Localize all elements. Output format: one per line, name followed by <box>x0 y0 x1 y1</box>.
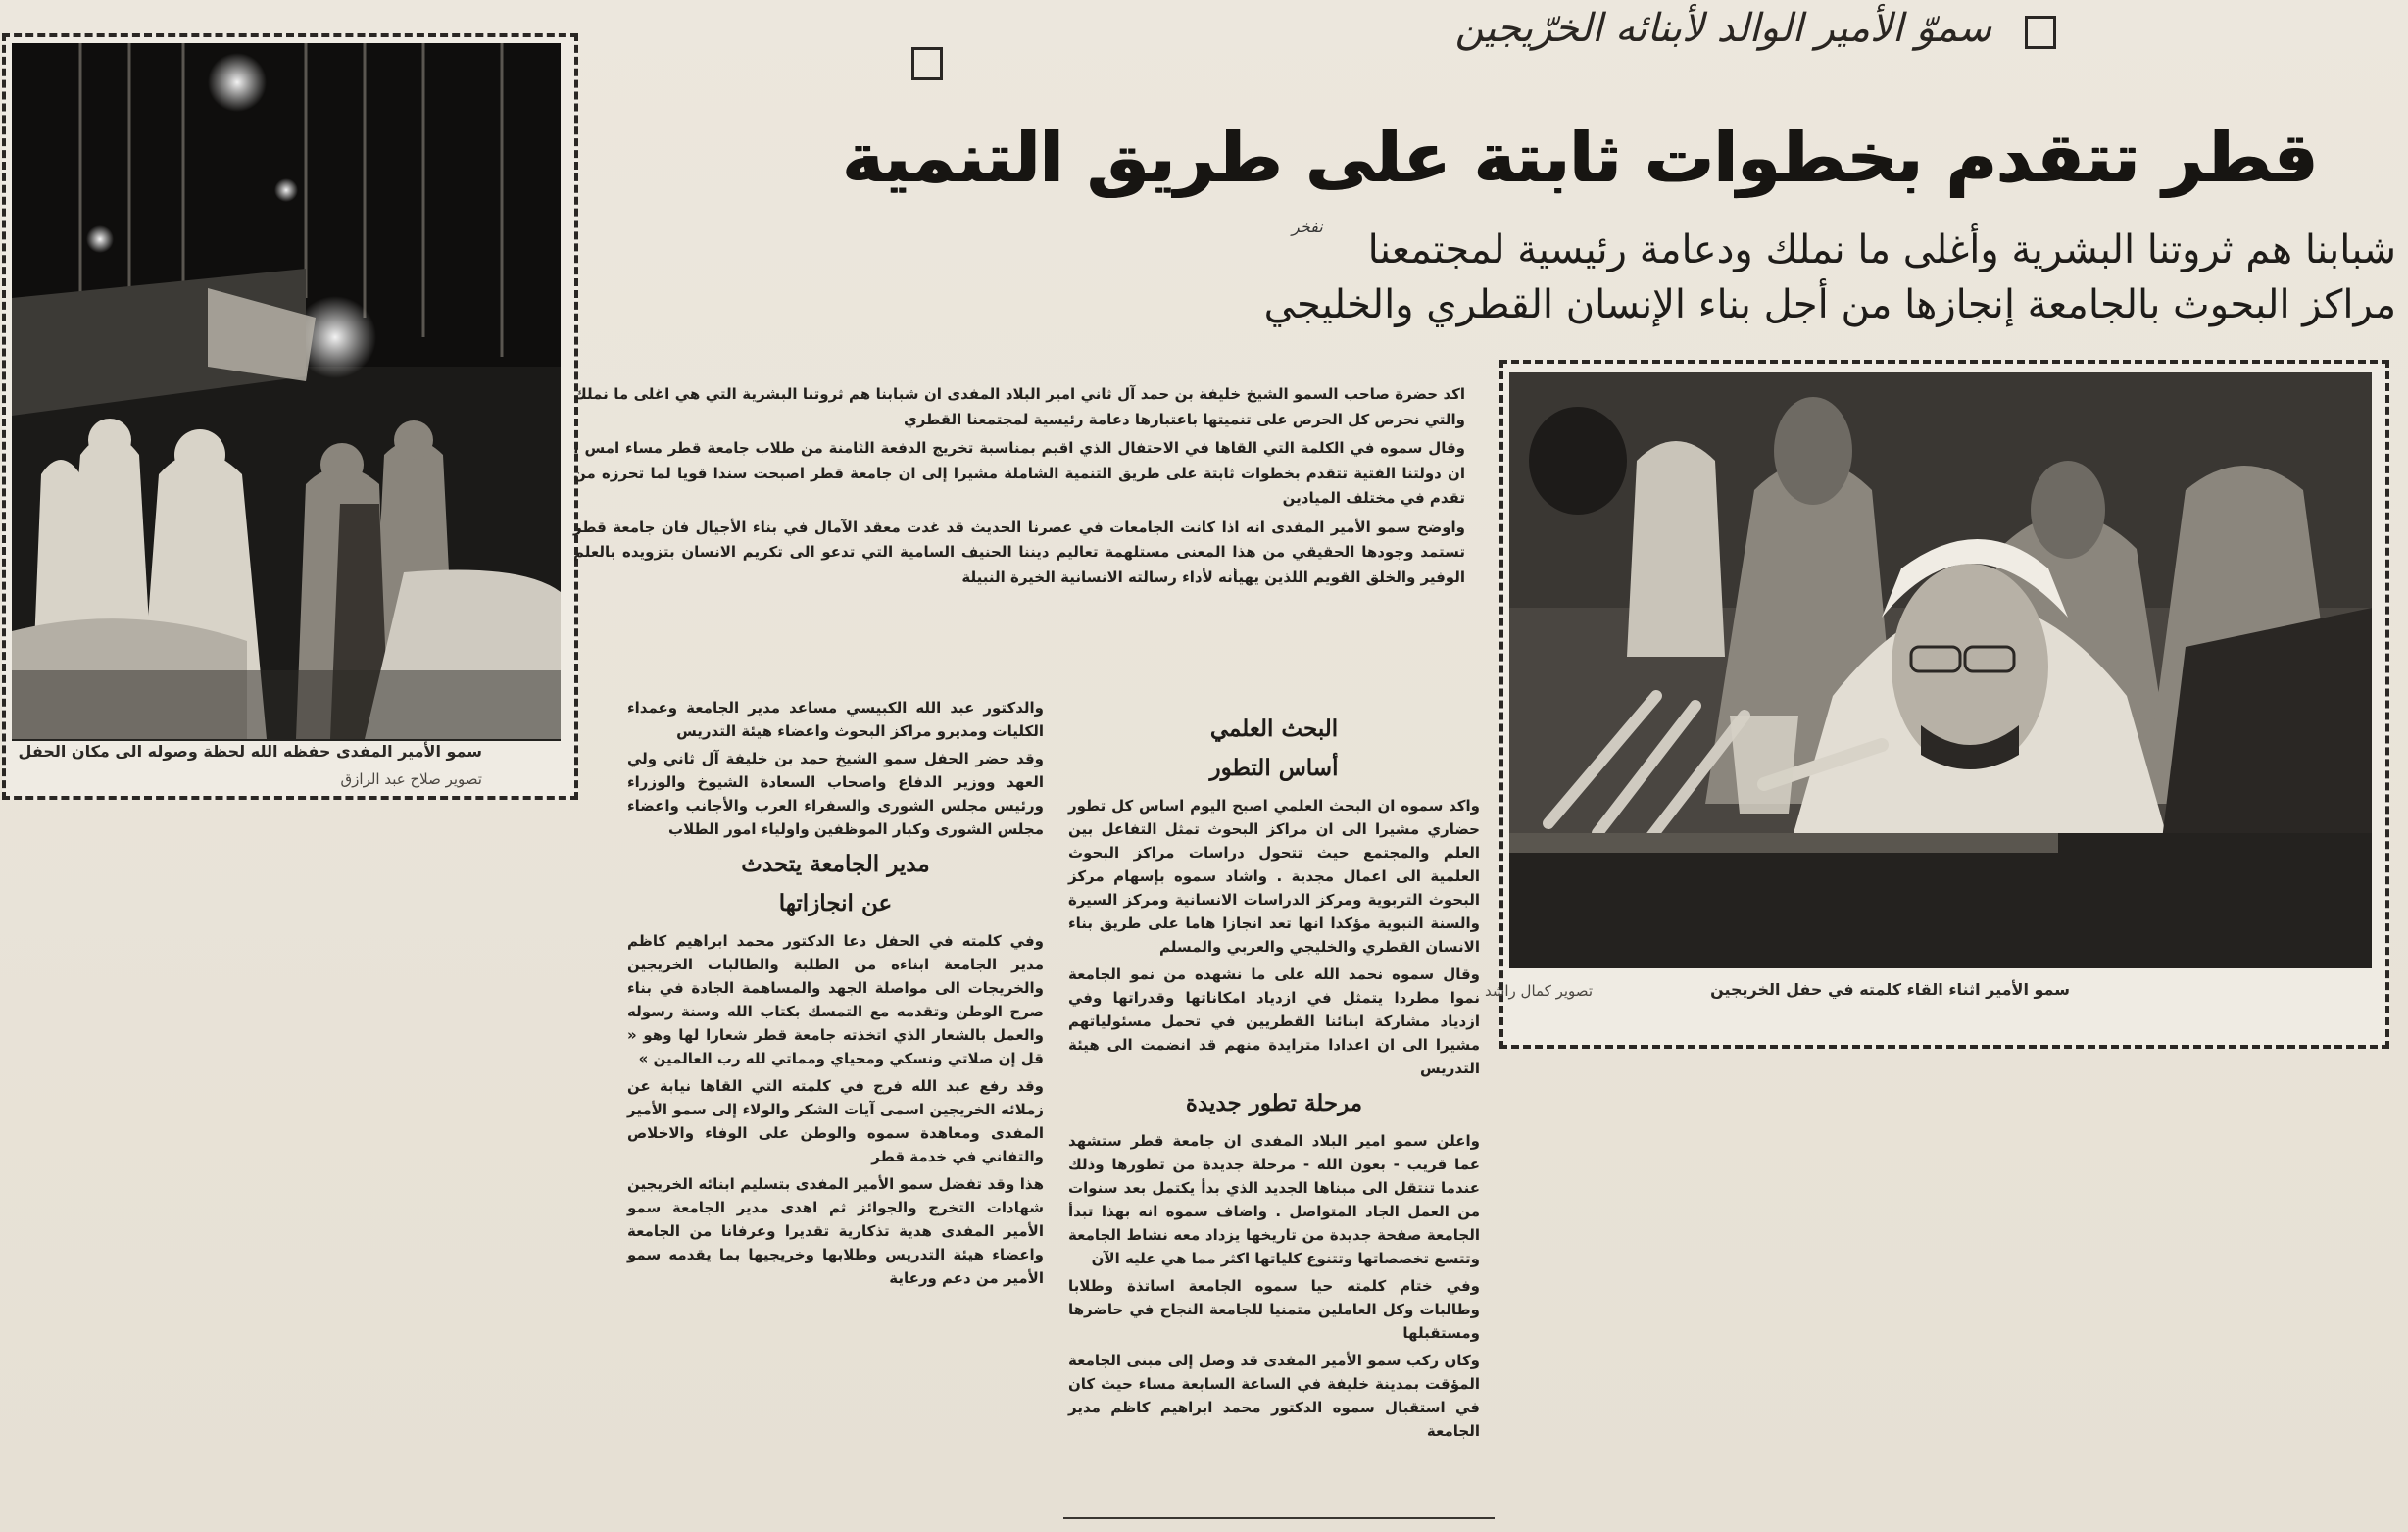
main-headline: قطر تتقدم بخطوات ثابتة على طريق التنمية <box>842 118 2318 198</box>
arrival-photo <box>12 43 561 741</box>
middle-subheading-line-1: البحث العلمي <box>1209 716 1339 742</box>
middle-subheading-line-2: أساس التطور <box>1209 755 1339 781</box>
intro-paragraph: وقال سموه في الكلمة التي القاها في الاحتفال الذي اقيم بمناسبة تخريج الدفعة الثامنة من طلاب جامعة قطر مساء امس ، ان دولتنا الفتية تتقدم بخطوات ثابتة على طريق التنمية الشاملة مشيرا إلى ان جامعة قطر اصبحت سندا قويا لما تحرزه من تقدم في مختلف الميادين <box>573 439 1465 507</box>
middle-lower-column <box>1068 706 1480 1447</box>
left-paragraph: وقد حضر الحفل سمو الشيخ حمد بن خليفة آل ثاني ولي العهد ووزير الدفاع واصحاب السعادة الشيوخ والوزراء ورئيس مجلس الشورى والسفراء العرب والأجانب واعضاء مجلس الشورى وكبار الموظفين واولياء امور الطلاب <box>627 750 1044 838</box>
middle-paragraph: واعلن سمو امير البلاد المفدى ان جامعة قطر ستشهد عما قريب - بعون الله - مرحلة جديدة من تطورها وذلك عندما تنتقل الى مبناها الجديد الذي بدأ يكتمل بعد سنوات من العمل الجاد المتواصل . واضاف سموه انه بهذا تبدأ الجامعة صفحة جديدة من تاريخها يزداد معه نشاط الجامعة وتتسع تخصصاتها وتتنوع كلياتها اكثر مما هي عليه الآن <box>1068 1132 1480 1267</box>
left-paragraph: هذا وقد تفضل سمو الأمير المفدى بتسليم ابنائه الخريجين شهادات التخرج والجوائز ثم اهدى مدير الجامعة سمو الأمير المفدى هدية تذكارية تقديرا وعرفانا من الجامعة واعضاء هيئة التدريس وطلابها وخريجيها بما يقدمه سمو الأمير من دعم ورعاية <box>627 1175 1044 1287</box>
deck-line-1: شبابنا هم ثروتنا البشرية وأغلى ما نملك ودعامة رئيسية لمجتمعنا <box>1367 227 2396 272</box>
left-subheading-line-2: عن انجازاتها <box>778 890 893 916</box>
middle-subheading-2: مرحلة تطور جديدة <box>1185 1090 1363 1116</box>
right-photo-caption: سمو الأمير اثناء القاء كلمته في حفل الخريجين <box>1710 980 2070 999</box>
kicker-line: سموّ الأمير الوالد لأبنائه الخرّيجين <box>1454 6 1991 51</box>
right-photo-credit: تصوير كمال راشد <box>1484 982 1593 1000</box>
left-photo-credit: تصوير صلاح عبد الرازق <box>340 770 482 788</box>
deck-line-2: مراكز البحوث بالجامعة إنجازها من أجل بناء الإنسان القطري والخليجي <box>1263 282 2396 327</box>
deck-handwritten-note: نفخر <box>1292 218 1323 236</box>
intro-paragraph: واوضح سمو الأمير المفدى انه اذا كانت الجامعات في عصرنا الحديث قد غدت معقد الآمال في بناء الأجيال فان جامعة قطر تستمد وجودها الحقيقي من هذا المعنى مستلهمة تعاليم ديننا الحنيف السامية التي تدعو الى تكريم الانسان بتزويده بالعلم الوفير والخلق القويم اللذين يهيأنه لأداء رسالته الانسانية الخيرة النبيلة <box>573 518 1465 586</box>
left-paragraph: وفي كلمته في الحفل دعا الدكتور محمد ابراهيم كاظم مدير الجامعة ابناءه من الطلبة والطالبات الخريجين والخريجات الى مواصلة الجهد والمساهمة الجادة في بناء صرح الوطن وتقدمه مع التمسك بكتاب الله وسنة رسوله والعمل بالشعار الذي اتخذته جامعة قطر شعارا لها وهو « قل إن صلاتي ونسكي ومحياي ومماتي لله رب العالمين » <box>627 932 1044 1067</box>
speech-photo-image <box>1509 372 2372 968</box>
arrival-photo-image <box>12 43 561 741</box>
middle-paragraph: واكد سموه ان البحث العلمي اصبح اليوم اساس كل تطور حضاري مشيرا الى ان مراكز البحوث تمثل التفاعل بين العلم والمجتمع حيث تتحول دراسات مراكز البحوث العلمية الى اعمال مجدية . واشاد سموه بإسهام مركز البحوث التربوية ومركز الدراسات الانسانية ومركز السيرة والسنة النبوية مؤكدا انها تعد انجازا هاما على طريق بناء الانسان القطري والخليجي والعربي والمسلم <box>1068 797 1480 956</box>
left-paragraph: وقد رفع عبد الله فرج في كلمته التي القاها نيابة عن زملائه الخريجين اسمى آيات الشكر والولاء إلى سمو الأمير المفدى ومعاهدة سموه والوطن على الوفاء والاخلاص والتفاني في خدمة قطر <box>627 1077 1044 1165</box>
left-subheading-line-1: مدير الجامعة يتحدث <box>741 851 930 877</box>
left-photo-caption: سمو الأمير المفدى حفظه الله لحظة وصوله الى مكان الحفل <box>18 742 482 761</box>
article-end-rule <box>1063 1517 1495 1519</box>
middle-paragraph: وكان ركب سمو الأمير المفدى قد وصل إلى مبنى الجامعة المؤقت بمدينة خليفة في الساعة السابعة مساء حيث كان في استقبال سموه الدكتور محمد ابراهيم كاظم مدير الجامعة <box>1068 1352 1480 1440</box>
left-paragraph: والدكتور عبد الله الكبيسي مساعد مدير الجامعة وعمداء الكليات ومديرو مراكز البحوث واعضاء هيئة التدريس <box>627 699 1044 740</box>
middle-paragraph: وفي ختام كلمته حيا سموه الجامعة اساتذة وطلابا وطالبات وكل العاملين متمنيا للجامعة النجاح في حاضرها ومستقبلها <box>1068 1277 1480 1342</box>
kicker-box-right <box>2025 16 2056 49</box>
intro-paragraph: اكد حضرة صاحب السمو الشيخ خليفة بن حمد آل ثاني امير البلاد المفدى ان شبابنا هم ثروتنا البشرية التي هي اغلى ما نملك والتي نحرص كل الحرص على تنميتها باعتبارها دعامة رئيسية لمجتمعنا القطري <box>573 385 1465 428</box>
middle-paragraph: وقال سموه نحمد الله على ما نشهده من نمو الجامعة نموا مطردا يتمثل في ازدياد امكاناتها وقدراتها وفي ازدياد مشاركة ابنائنا القطريين في تحمل مسئولياتهم مشيرا الى ان اعدادا متزايدة منهم قد انضمت الى هيئة التدريس <box>1068 965 1480 1077</box>
intro-column <box>573 382 1465 594</box>
kicker-box-left <box>911 47 943 80</box>
left-lower-column <box>627 696 1044 1294</box>
speech-photo <box>1509 372 2372 968</box>
